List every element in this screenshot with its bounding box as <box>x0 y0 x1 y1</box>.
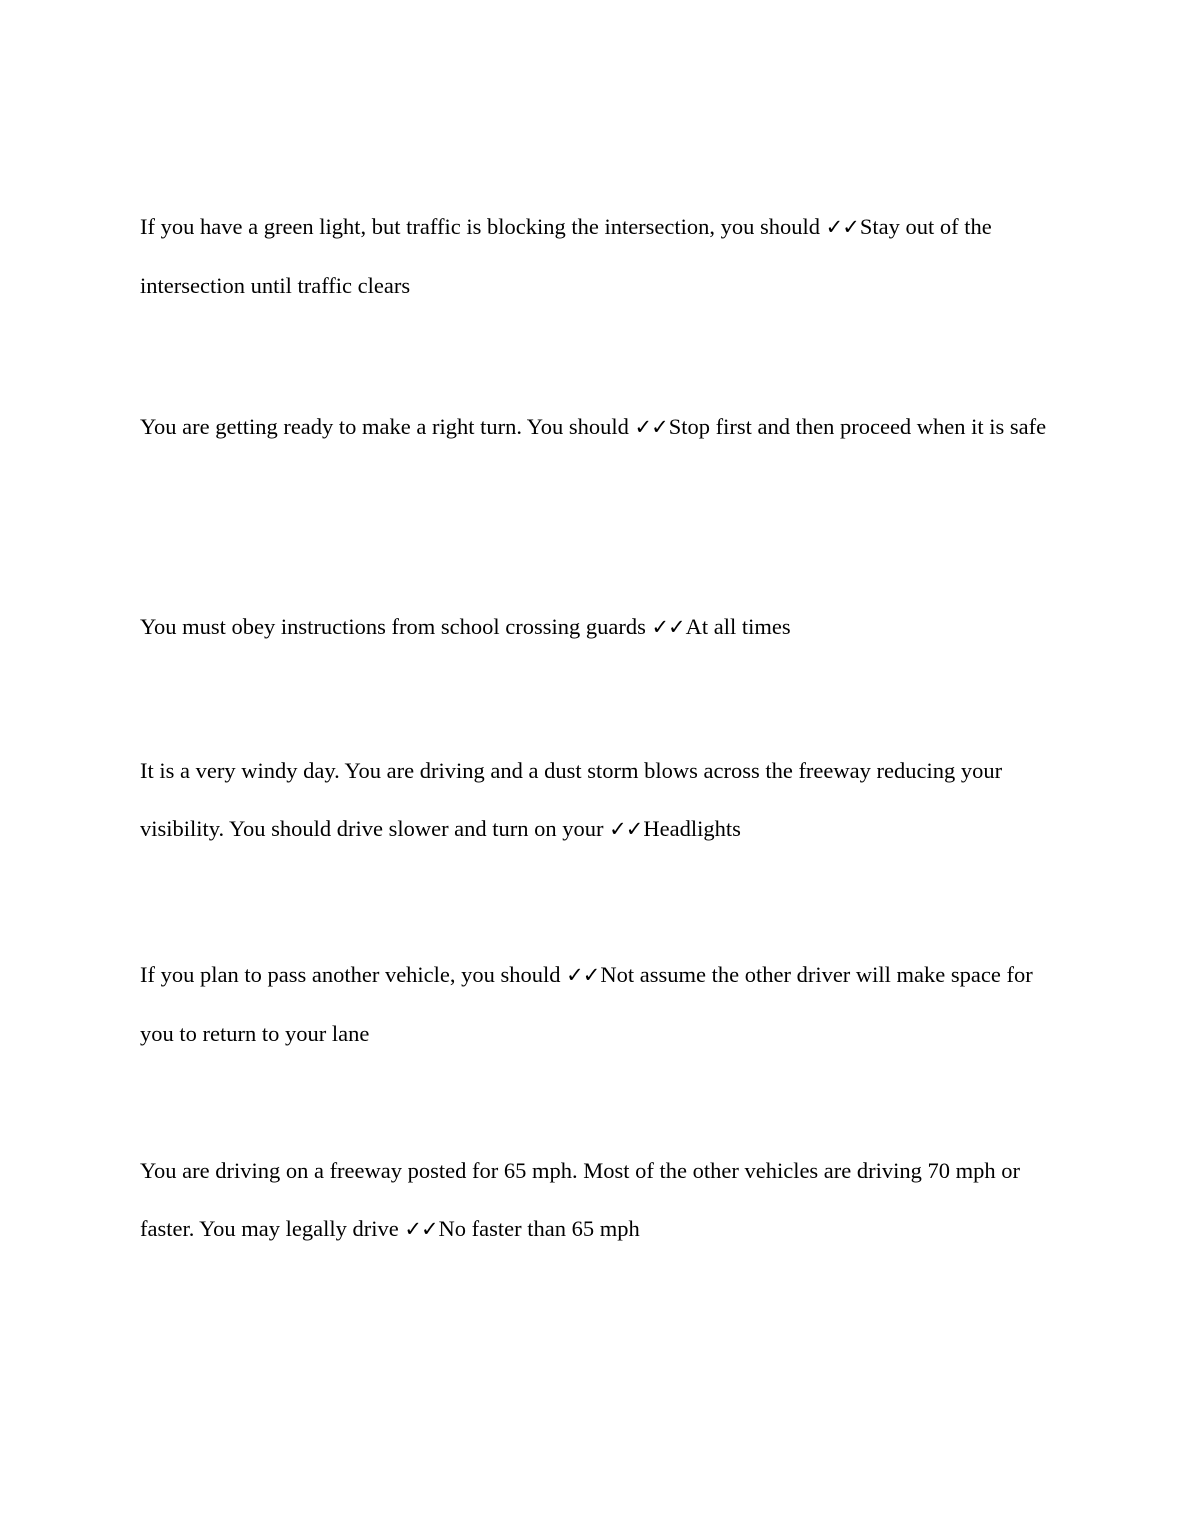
check-icon: ✓✓ <box>825 215 859 239</box>
question-text: If you have a green light, but traffic is blocking the intersection, you should <box>140 214 826 239</box>
check-icon: ✓✓ <box>404 1216 438 1241</box>
check-icon: ✓✓ <box>609 816 643 841</box>
check-icon: ✓✓ <box>566 963 600 987</box>
question-text: You are getting ready to make a right turn. You should <box>140 414 635 439</box>
answer-text: Not assume the other driver will make space for you to return to your lane <box>140 962 1033 1046</box>
question-answer-item <box>140 742 1055 858</box>
answer-text: Stay out of the intersection until traffic clears <box>140 214 992 298</box>
check-icon: ✓✓ <box>651 615 685 639</box>
question-text: You are driving on a freeway posted for 65 mph. Most of the other vehicles are driving 70 mph or faster. You may legally drive <box>140 1158 1021 1241</box>
question-answer-item <box>140 1142 1055 1258</box>
question-answer-item <box>140 398 1055 457</box>
question-text: If you plan to pass another vehicle, you should <box>140 962 567 987</box>
answer-text: Stop first and then proceed when it is safe <box>668 414 1047 439</box>
answer-text: At all times <box>685 614 791 639</box>
answer-text: No faster than 65 mph <box>438 1215 640 1241</box>
question-answer-item <box>140 946 1055 1062</box>
question-text: It is a very windy day. You are driving and a dust storm blows across the freeway reducing your visibility. You should drive slower and turn on your <box>140 758 1003 841</box>
question-answer-item <box>140 598 1055 657</box>
answer-text: Headlights <box>643 815 741 841</box>
question-text: You must obey instructions from school crossing guards <box>140 614 652 639</box>
question-answer-item <box>140 198 1055 314</box>
check-icon: ✓✓ <box>634 415 668 439</box>
